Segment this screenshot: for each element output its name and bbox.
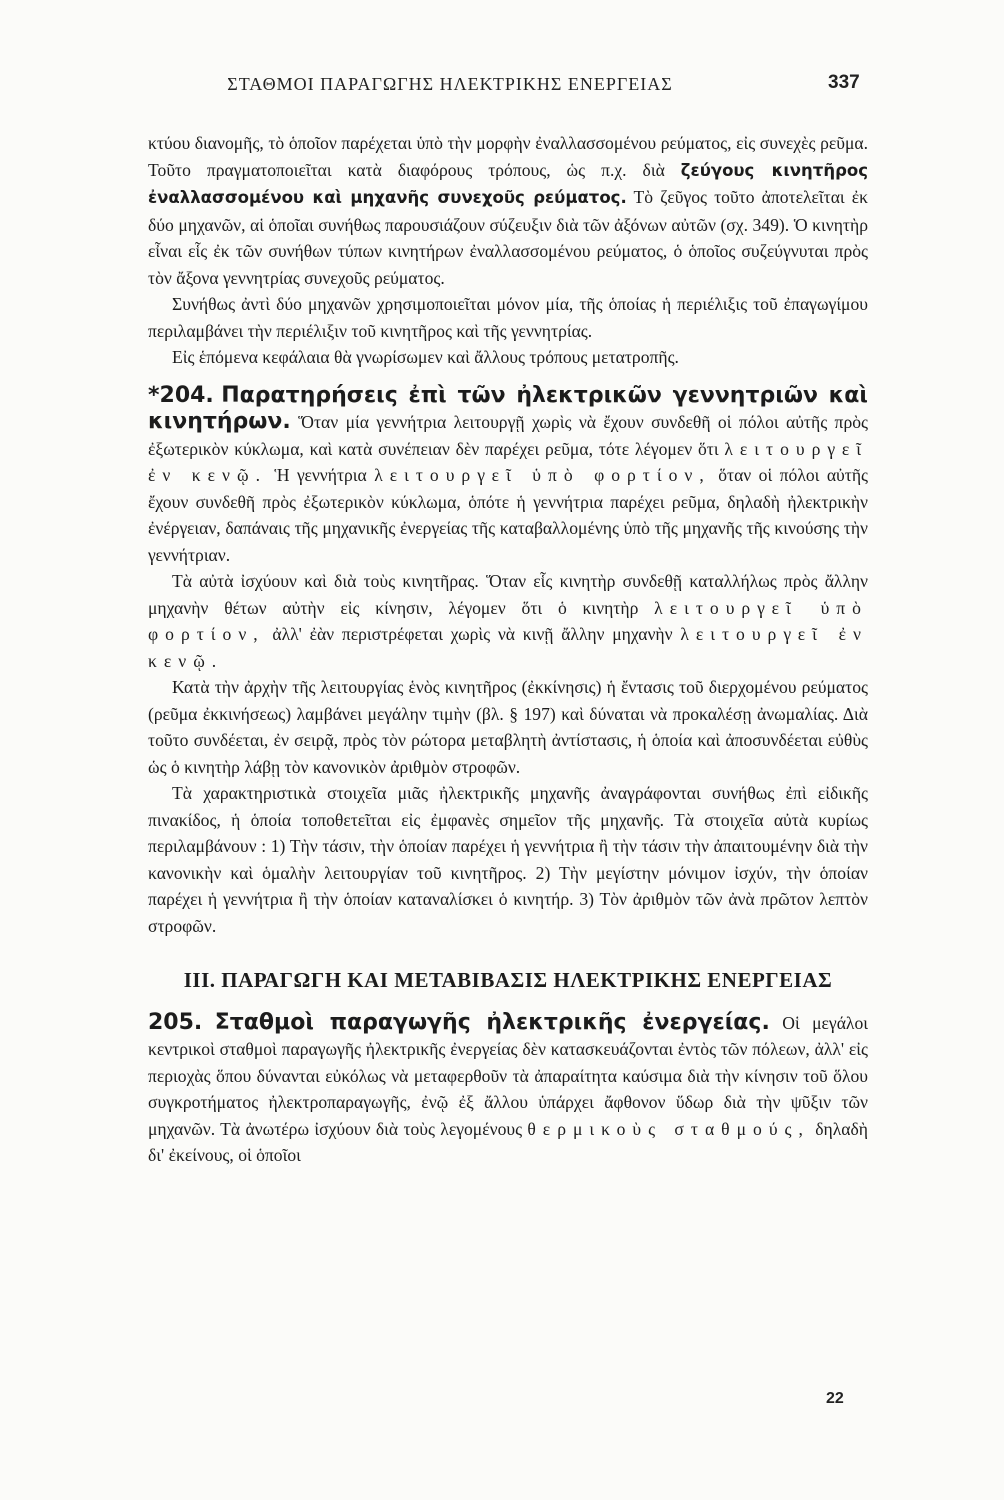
text-run: κτύου διανομῆς, τὸ ὁποῖον παρέχεται ὑπὸ τὴν μορφὴν ἐναλλασσομένου ρεύματος, εἰς συνεχὲς ρεῦμα. Τοῦτο πραγματοποιεῖται κατὰ διαφόρους τρόπους, ὡς π.χ. διὰ	[148, 133, 868, 180]
emphasis: ζεύγους κινητῆρος ἐναλλασσομένου καὶ μηχανῆς συνεχοῦς ρεύματος.	[148, 160, 868, 207]
section-204	[148, 383, 868, 569]
paragraph	[148, 130, 868, 291]
text-run: ὅταν οἱ πόλοι αὐτῆς ἔχουν συνδεθῆ πρὸς ἐξωτερικὸν κύκλωμα, ὁπότε ἡ γεννήτρια παρέχει ρεῦμα, δηλαδὴ ἠλεκτρικὴν ἐνέργειαν, δαπάναις τῆς μηχανικῆς ἐνεργείας τῆς καταβαλλομένης ὑπὸ τῆς μηχανῆς τῆς κινούσης τὴν γεννήτριαν.	[148, 465, 868, 565]
text-run: Τὸ ζεῦγος τοῦτο ἀποτελεῖται ἐκ δύο μηχανῶν, αἱ ὁποῖαι συνήθως παρουσιάζουν σύζευξιν διὰ τῶν ἀξόνων αὐτῶν (σχ. 349). Ὁ κινητὴρ εἶναι εἷς ἐκ τῶν συνήθων τύπων κινητήρων ἐναλλασσομένου ρεύματος, ὁ ὁποῖος συζεύγνυται πρὸς τὸν ἄξονα γεννητρίας συνεχοῦς ρεύματος.	[148, 187, 868, 288]
page-number: 337	[828, 72, 860, 93]
section-205	[148, 1010, 868, 1169]
section-title: Παρατηρήσεις ἐπὶ τῶν ἠλεκτρικῶν γεννητριῶν καὶ κινητήρων.	[148, 382, 868, 434]
text-run: Ὅταν μία γεννήτρια λειτουργῇ χωρὶς νὰ ἔχουν συνδεθῆ οἱ πόλοι αὐτῆς πρὸς ἐξωτερικὸν κύκλωμα, καὶ κατὰ συνέπειαν δὲν παρέχει ρεῦμα, τότε λέγομεν ὅτι	[148, 412, 868, 459]
spaced-term: λειτουργεῖ ὑπὸ φορτίον,	[374, 465, 711, 485]
part-heading: ΙΙΙ. ΠΑΡΑΓΩΓΗ ΚΑΙ ΜΕΤΑΒΙΒΑΣΙΣ ΗΛΕΚΤΡΙΚΗΣ ΕΝΕΡΓΕΙΑΣ	[183, 968, 833, 992]
section-number: *204.	[148, 382, 214, 408]
section-number: 205.	[148, 1009, 203, 1035]
text-run: ἀλλ' ἐὰν περιστρέφεται χωρὶς νὰ κινῇ ἄλλην μηχανὴν	[264, 624, 681, 644]
paragraph	[148, 568, 868, 674]
spaced-term: λειτουργεῖ ἐν κενῷ.	[148, 438, 868, 485]
paragraph: Συνήθως ἀντὶ δύο μηχανῶν χρησιμοποιεῖται μόνον μία, τῆς ὁποίας ἡ περιέλιξις τοῦ ἐπαγωγίμου περιλαμβάνει τὴν περιέλιξιν τοῦ κινητῆρος καὶ τῆς γεννητρίας.	[148, 294, 868, 341]
signature-mark: 22	[826, 1390, 844, 1407]
text-run: Τὰ αὐτὰ ἰσχύουν καὶ διὰ τοὺς κινητῆρας. Ὅταν εἷς κινητὴρ συνδεθῇ καταλλήλως πρὸς ἄλλην μηχανὴν θέτων αὐτὴν εἰς κίνησιν, λέγομεν ὅτι ὁ κινητὴρ	[148, 571, 868, 618]
spaced-term: λειτουργεῖ ὑπὸ φορτίον,	[148, 597, 868, 644]
text-run: δηλαδὴ δι' ἐκείνους, οἱ ὁποῖοι	[148, 1118, 868, 1165]
paragraph: Τὰ χαρακτηριστικὰ στοιχεῖα μιᾶς ἠλεκτρικῆς μηχανῆς ἀναγράφονται συνήθως ἐπὶ εἰδικῆς πινακίδος, ἡ ὁποία τοποθετεῖται εἰς ἐμφανὲς σημεῖον τῆς μηχανῆς. Τὰ στοιχεῖα αὐτὰ κυρίως περιλαμβάνουν : 1) Τὴν τάσιν, τὴν ὁποίαν παρέχει ἡ γεννήτρια ἢ τὴν τάσιν τὴν ἀπαιτουμένην διὰ τὴν κανονικὴν καὶ ὁμαλὴν λειτουργίαν τοῦ κινητῆρος. 2) Τὴν μεγίστην μόνιμον ἰσχύν, τὴν ὁποίαν παρέχει ἡ γεννήτρια ἢ τὴν ὁποίαν καταναλίσκει ὁ κινητήρ. 3) Τὸν ἀριθμὸν τῶν ἀνὰ πρῶτον λεπτὸν στροφῶν.	[148, 783, 868, 936]
body-text	[148, 130, 868, 1169]
running-head: ΣΤΑΘΜΟΙ ΠΑΡΑΓΩΓΗΣ ΗΛΕΚΤΡΙΚΗΣ ΕΝΕΡΓΕΙΑΣ	[227, 74, 673, 94]
section-title: Σταθμοὶ παραγωγῆς ἠλεκτρικῆς ἐνεργείας.	[214, 1009, 770, 1035]
paragraph: Κατὰ τὴν ἀρχὴν τῆς λειτουργίας ἑνὸς κινητῆρος (ἐκκίνησις) ἡ ἔντασις τοῦ διερχομένου ρεύματος (ρεῦμα ἐκκινήσεως) λαμβάνει μεγάλην τιμὴν (βλ. § 197) καὶ δύναται νὰ προκαλέσῃ ἀνωμαλίας. Διὰ τοῦτο συνδέεται, ἐν σειρᾷ, πρὸς τὸν ρώτορα μεταβλητὴ ἀντίστασις, ἡ ὁποία καὶ ἀποσυνδέεται εὐθὺς ὡς ὁ κινητὴρ λάβῃ τὸν κανονικὸν ἀριθμὸν στροφῶν.	[148, 677, 868, 777]
paragraph: Εἰς ἑπόμενα κεφάλαια θὰ γνωρίσωμεν καὶ ἄλλους τρόπους μετατροπῆς.	[172, 347, 679, 367]
text-run: Ἡ γεννήτρια	[266, 465, 375, 485]
spaced-term: λειτουργεῖ ἐν κενῷ.	[148, 624, 868, 671]
spaced-term: θερμικοὺς σταθμούς,	[527, 1118, 810, 1139]
text-run: Οἱ μεγάλοι κεντρικοὶ σταθμοὶ παραγωγῆς ἠλεκτρικῆς ἐνεργείας δὲν κατασκευάζονται ἐντὸς τῶν πόλεων, ἀλλ' εἰς περιοχὰς ὅπου δύνανται εὐκόλως νὰ μεταφερθοῦν τὰ ἀπαραίτητα καύσιμα διὰ τὴν κίνησιν τοῦ ὅλου συγκροτήματος ἠλεκτροπαραγωγῆς, ἐνῷ ἐξ ἄλλου ὑπάρχει ἄφθονον ὕδωρ διὰ τὴν ψῦξιν τῶν μηχανῶν. Τὰ ἀνωτέρω ἰσχύουν διὰ τοὺς λεγομένους	[148, 1012, 868, 1139]
